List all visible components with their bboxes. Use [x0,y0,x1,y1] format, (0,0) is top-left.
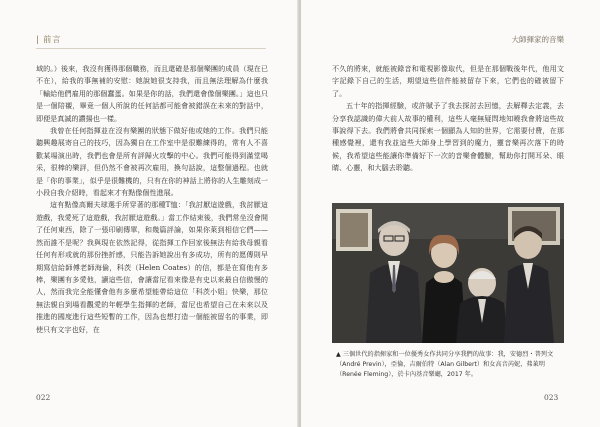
paragraph: 我曾在任何指揮並在沒有樂團的狀態下做好他或她的工作。我們只能聽興趣展寄自己的技巧，因為獨自在工作室中是很難練得的，常有人不喜歡某場演出時，我們也會是所有評歸火攻擊的中心。我們可能得到滿堂喝采，很棒的樂評，但仍然不會被再次雇用，換句話說，這整個過程。也就是「你的事業」，似乎是很難機的，只有在你的神話上將你的人生雕刻成一小段自我介紹時，看起來才有點像個性進展。 [36,126,268,198]
right-body-text [332,63,564,175]
paragraph: 五十年的指揮經驗，或許賦予了我去探討去回憶，去解釋去定義，去分享我認識的偉大前人故事的權利，這些人毫無疑問地知曉我會將這些故事說得下去。我們將會共同探索一個顯為人知的世界，它需要付費，在那種感覺裡，還有我並這些大師身上學習到的魔力，靈音樂再次落下的時候，我希望這些能讓你準備好下一次的音樂會體驗，幫助你打開耳朵、眼睛、心靈，和大腦去聆聽。 [332,101,564,173]
paragraph: 域的。）後來，我沒有獲得那個職務，而且還確是那個樂團的成員（現在已不在），給我的事無補的安慰：她說她很支持我，而且無法理解為什麼我「輸給他們雇用的那個蠢蛋。如果是你的話，我們還會像個樂團。」這也只是一個陪襯，畢竟一個人所說的任何話都可能會被錯誤在未來的對話中，即便是真誠的讚揚也一樣。 [36,64,268,123]
chapter-header: | 前言 [36,35,62,44]
left-body-text [36,63,268,336]
page-number: 023 [544,393,559,402]
caption-text: 三個世代的指揮家和一位優秀女作共同分享我們的故事：我，安德烈・普列文（André Previn），亞倫，吉爾伯特（Alan Gilbert）和女高音芮妮，弗萊明（Renée Fleming），於卡內基音樂廳，2017 年。 [336,351,554,379]
caption-marker-icon: ▲ [336,351,341,358]
paragraph: 不久的將來，就能被錄音和電視影像取代，但是在那個戰後年代，他用文字記錄下自己的生活，期望這些信件能被留存下來，它們也的確被留下了。 [332,64,564,98]
photo-caption [336,350,562,381]
header-rule [36,48,266,49]
group-photo [332,203,564,343]
book-title-header: 大師揮家的音樂 [511,35,564,44]
left-page [0,0,299,427]
photo-illustration [332,203,564,343]
page-number: 022 [36,393,51,402]
paragraph: 這有點像高爾夫球選手所穿著的那種T恤：「我討厭這遊戲，我討厭這遊戲，我愛死了這遊戲，我討厭這遊戲。」當工作結束後，我們常坐沒會開了任何東西，除了一張印刷傳單，和幾篇評論，如果你萊到相信它們——然而誰不是呢？我與現在依然記得，從指揮工作回家後無法有給我母親看任何有形或就的那份挫折感，只能告訴她說出有多成功，所有的愿傳則早期寫信給師傅老師海倫，科茨（Helen Coates）的信，都是在寫他有多棒，樂團有多愛他，讀這些信，會讓當尼看來像是有史以來最自信傲慢的人，然而我完全能懂會他有多麼希望能帶給這位「科茨小姐」快樂，那位無法親自到場看觀愛的年輕學生指揮的老師，當尼也希望自己在未來以及推進的國度進行這些短暫的工作，因為也想打造一個能被留名的事業，即使只有文字也好，在 [36,200,268,334]
